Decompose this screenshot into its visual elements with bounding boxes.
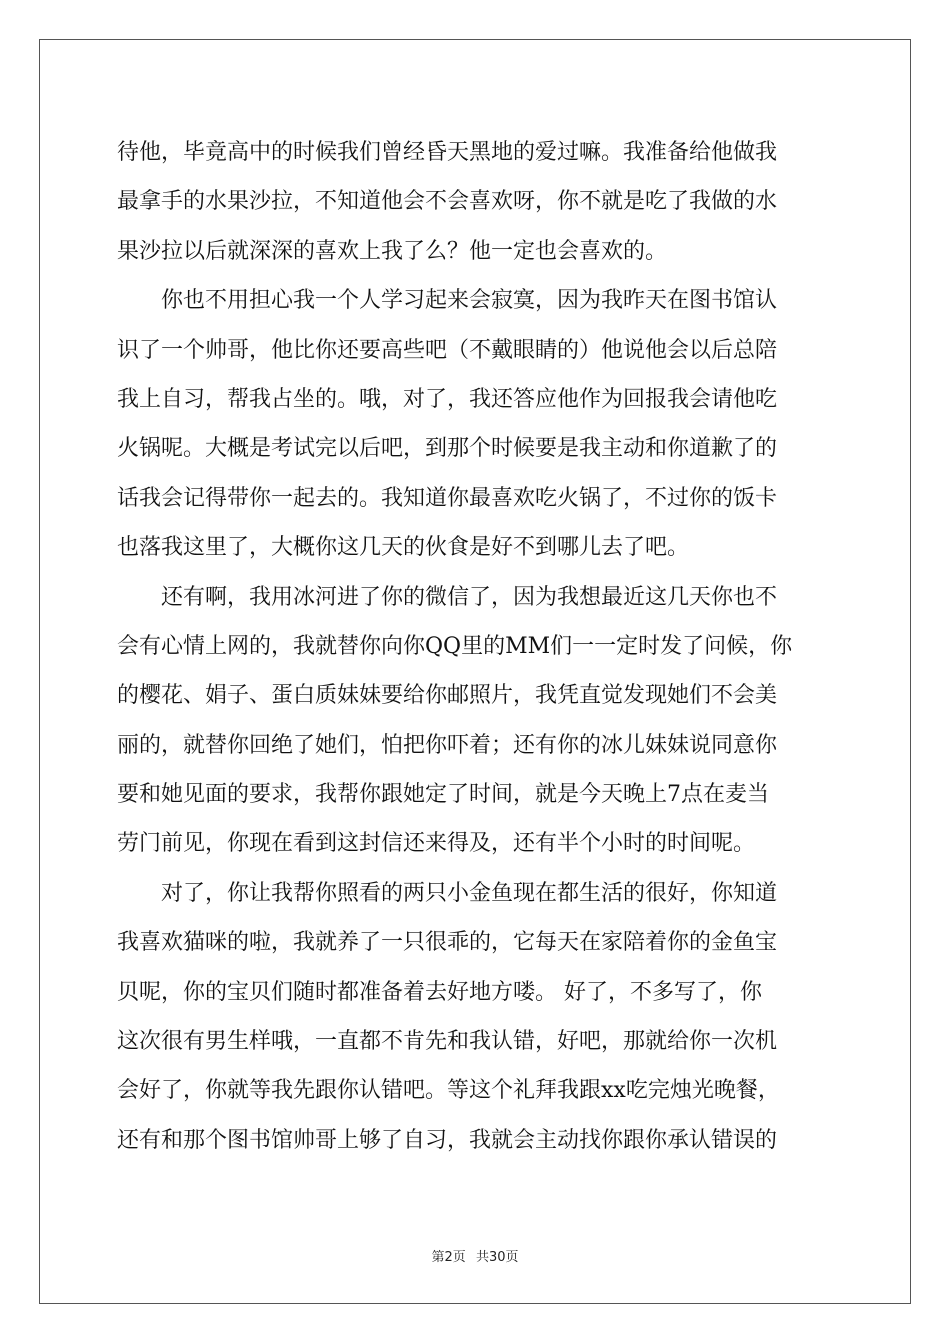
text-line: 贝呢，你的宝贝们随时都准备着去好地方喽。 好了，不多写了，你 bbox=[117, 979, 762, 1005]
text-line: 这次很有男生样哦，一直都不肯先和我认错，好吧，那就给你一次机 bbox=[117, 1029, 778, 1055]
paragraph-first-line: 对了，你让我帮你照看的两只小金鱼现在都生活的很好，你知道 bbox=[161, 880, 778, 906]
text-line: 会有心情上网的，我就替你向你QQ里的MM们一一定时发了问候，你 bbox=[117, 633, 793, 659]
document-body bbox=[117, 128, 842, 1165]
text-line: 劳门前见，你现在看到这封信还来得及，还有半个小时的时间呢。 bbox=[117, 831, 756, 857]
text-line: 会好了，你就等我先跟你认错吧。等这个礼拜我跟xx吃完烛光晚餐， bbox=[117, 1078, 780, 1104]
paragraph-first-line: 还有啊，我用冰河进了你的微信了，因为我想最近这几天你也不 bbox=[161, 584, 778, 610]
text-line: 识了一个帅哥，他比你还要高些吧（不戴眼睛的）他说他会以后总陪 bbox=[117, 337, 778, 363]
text-line: 我喜欢猫咪的啦，我就养了一只很乖的，它每天在家陪着你的金鱼宝 bbox=[117, 930, 778, 956]
text-line: 待他，毕竟高中的时候我们曾经昏天黑地的爱过嘛。我准备给他做我 bbox=[117, 140, 778, 165]
page-footer bbox=[0, 1246, 950, 1265]
text-line: 丽的，就替你回绝了她们，怕把你吓着；还有你的冰儿妹妹说同意你 bbox=[117, 732, 778, 758]
text-line: 还有和那个图书馆帅哥上够了自习，我就会主动找你跟你承认错误的 bbox=[117, 1127, 778, 1153]
text-line: 最拿手的水果沙拉，不知道他会不会喜欢呀，你不就是吃了我做的水 bbox=[117, 189, 778, 215]
text-line: 我上自习，帮我占坐的。哦，对了，我还答应他作为回报我会请他吃 bbox=[117, 386, 778, 412]
text-line: 的樱花、娟子、蛋白质妹妹要给你邮照片，我凭直觉发现她们不会美 bbox=[117, 683, 778, 709]
total-pages: 共30页 bbox=[475, 1250, 519, 1265]
text-line: 也落我这里了，大概你这几天的伙食是好不到哪儿去了吧。 bbox=[117, 535, 690, 561]
page-number: 第2页 bbox=[431, 1250, 466, 1265]
text-line: 火锅呢。大概是考试完以后吧，到那个时候要是我主动和你道歉了的 bbox=[117, 436, 778, 462]
text-line: 要和她见面的要求，我帮你跟她定了时间，就是今天晚上7点在麦当 bbox=[117, 782, 769, 808]
text-line: 话我会记得带你一起去的。我知道你最喜欢吃火锅了，不过你的饭卡 bbox=[117, 485, 778, 511]
paragraph-first-line: 你也不用担心我一个人学习起来会寂寞，因为我昨天在图书馆认 bbox=[161, 288, 778, 314]
text-line: 果沙拉以后就深深的喜欢上我了么？他一定也会喜欢的。 bbox=[117, 238, 668, 264]
